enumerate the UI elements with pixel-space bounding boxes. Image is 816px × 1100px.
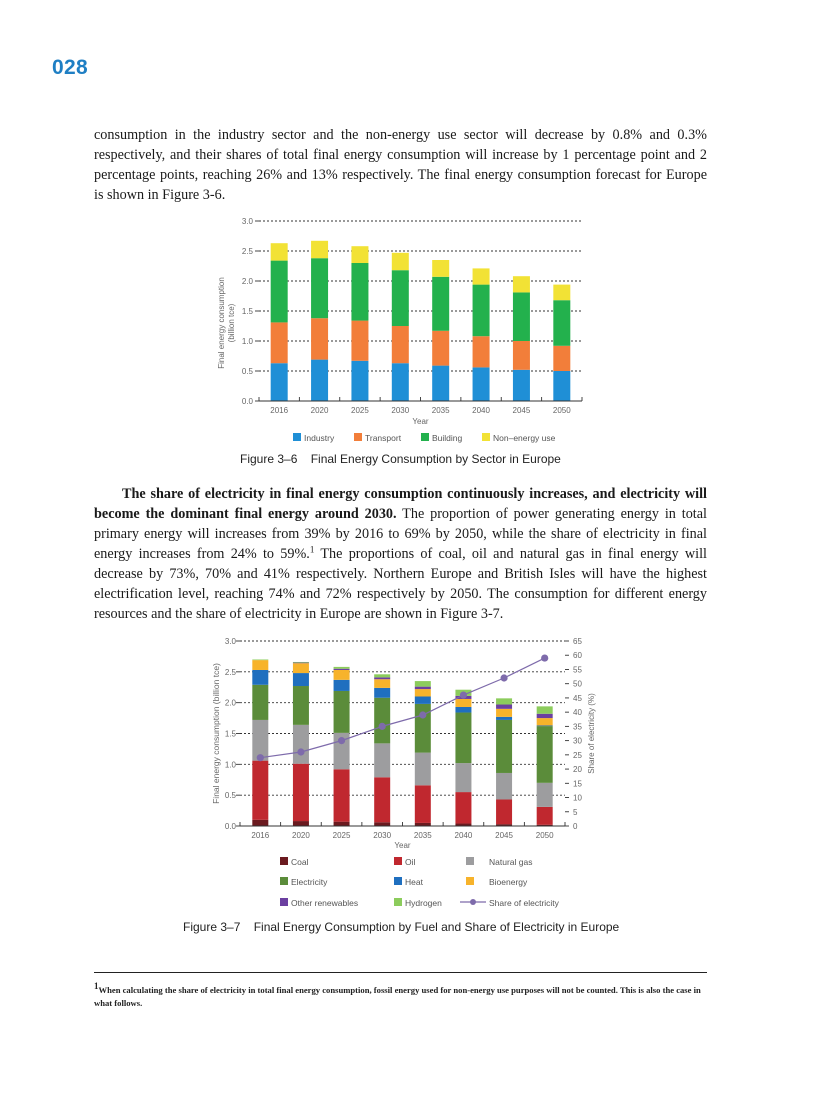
bar-bioenergy-2045 [496,709,512,717]
share-point-2020 [297,748,304,755]
bar-oil-2020 [293,764,309,821]
bar-coal-2025 [334,822,350,826]
y-axis-label: Final energy consumption (billion tce) [211,663,221,804]
footnote-reference[interactable]: 1 [309,544,315,555]
y-axis-label: Final energy consumption(billion tce) [217,277,236,369]
x-tick-label: 2025 [351,406,369,415]
legend-swatch [466,877,474,885]
bar-electricity-2020 [293,686,309,725]
legend-label: Hydrogen [405,898,442,908]
x-tick-label: 2025 [332,831,351,840]
bar-heat-2020 [293,673,309,686]
legend-swatch [466,857,474,865]
bar-hydrogen-2016 [252,660,268,661]
bar-natural-gas-2020 [293,725,309,764]
bar-electricity-2050 [537,726,553,783]
bar-bioenergy-2050 [537,718,553,725]
bar-bioenergy-2035 [415,689,431,696]
y-tick-label: 0.0 [241,397,253,406]
bar-other-renewables-2020 [293,663,309,664]
y-tick-label: 1.5 [241,307,253,316]
y-tick-label: 0.5 [241,367,253,376]
bar-hydrogen-2035 [415,681,431,687]
legend-item-bioenergy [466,877,528,887]
bar-natural-gas-2040 [455,763,471,792]
share-point-2016 [257,754,264,761]
legend-item-electricity [280,877,328,887]
legend-swatch [394,877,402,885]
bar-coal-2030 [374,822,390,826]
legend-label: Electricity [291,877,328,887]
bar-electricity-2040 [455,713,471,764]
bar-natural-gas-2050 [537,783,553,807]
paragraph-2-bold-lead: The share of electricity in final energy consumption continuously increases, and electricity will become the dominant final energy around 2030. [94,486,707,522]
share-point-2030 [379,723,386,730]
bar-other-renewables-2025 [334,669,350,670]
legend-item-coal [280,857,309,867]
legend-label: Industry [304,433,335,443]
legend-item-natural-gas [466,857,532,867]
legend-label: Bioenergy [489,877,528,887]
bar-bioenergy-2016 [252,660,268,670]
bar-heat-2040 [455,707,471,713]
y2-tick-label: 5 [573,807,578,817]
x-tick-label: 2050 [535,831,554,840]
bar-heat-2045 [496,717,512,720]
x-tick-label: 2045 [495,831,513,840]
bar-bioenergy-2030 [374,679,390,688]
y-tick-label: 2.0 [224,698,236,708]
share-point-2045 [500,674,507,681]
y-tick-label: 1.0 [224,760,236,770]
x-tick-label: 2016 [251,831,270,840]
legend-item-other-renewables [280,898,358,908]
x-axis-label: Year [412,417,429,426]
y-tick-label: 0.5 [224,791,236,801]
footnote-marker: 1 [94,981,99,992]
figure-3-7-caption: Figure 3–7 Final Energy Consumption by Fuel and Share of Electricity in Europe [183,920,620,934]
y2-tick-label: 60 [573,651,582,661]
page-number: 028 [52,56,88,79]
x-tick-label: 2045 [512,406,531,415]
bar-oil-2016 [252,761,268,820]
bar-natural-gas-2045 [496,773,512,800]
x-tick-label: 2020 [292,831,310,840]
bar-other-renewables-2050 [537,714,553,718]
x-tick-label: 2020 [310,406,329,415]
bar-bioenergy-2020 [293,663,309,673]
bar-heat-2025 [334,680,350,691]
legend-label: Transport [365,433,402,443]
y2-tick-label: 15 [573,779,582,789]
legend-swatch [394,898,402,906]
x-tick-label: 2035 [413,831,432,840]
legend-label: Building [432,433,463,443]
bar-oil-2025 [334,769,350,821]
y2-tick-label: 0 [573,822,578,831]
legend-label: Non–energy use [493,433,556,443]
y2-tick-label: 40 [573,708,582,718]
legend-item-oil [394,857,416,867]
y2-tick-label: 30 [573,736,582,746]
y2-tick-label: 45 [573,693,582,703]
y-tick-label: 0.0 [224,822,236,831]
y2-tick-label: 20 [573,765,582,775]
y-tick-label: 2.5 [224,667,236,677]
y-tick-label: 1.5 [224,729,236,739]
bar-oil-2035 [415,785,431,823]
bar-other-renewables-2030 [374,677,390,679]
footnote-text: When calculating the share of electricity in total final energy consumption, fossil energy used for non-energy use purposes will not be counted. This is also the case in what follows. [94,985,701,1008]
bar-coal-2016 [252,820,268,826]
paragraph-2-text-b: The proportions of coal, oil and natural gas in final energy will decrease by 73%, 70% and 41% respectively. Northern Europe and British Isles will have the highest electrification level, reaching 74% and 72% respectively by 2050. The consumption for different energy resources and the share of electricity in Europe are shown in Figure 3-7. [94,546,707,622]
footnote [94,981,707,1010]
legend-swatch [280,898,288,906]
legend-label: Share of electricity [489,898,559,908]
x-tick-label: 2040 [454,831,473,840]
legend-swatch [394,857,402,865]
legend-item-hydrogen [394,898,442,908]
bar-natural-gas-2035 [415,753,431,786]
x-tick-label: 2050 [552,406,571,415]
bar-bioenergy-2025 [334,670,350,680]
bar-oil-2040 [455,792,471,823]
bar-electricity-2016 [252,685,268,720]
bar-hydrogen-2025 [334,667,350,669]
bar-natural-gas-2030 [374,743,390,777]
y2-tick-label: 65 [573,637,582,646]
share-point-2025 [338,737,345,744]
legend-label: Oil [405,857,416,867]
bar-heat-2030 [374,688,390,698]
share-point-2050 [541,654,548,661]
y-tick-label: 3.0 [241,217,253,226]
y2-tick-label: 10 [573,793,582,803]
bar-bioenergy-2040 [455,699,471,707]
x-tick-label: 2040 [472,406,490,415]
bar-electricity-2045 [496,720,512,773]
bar-oil-2045 [496,799,512,824]
y-tick-label: 3.0 [224,637,236,646]
legend-label: Other renewables [291,898,359,908]
figure-3-6-caption: Figure 3–6 Final Energy Consumption by Sector in Europe [240,452,561,466]
x-tick-label: 2030 [373,831,392,840]
x-tick-label: 2035 [431,406,450,415]
bar-electricity-2030 [374,698,390,744]
share-point-2040 [460,691,467,698]
bar-electricity-2035 [415,704,431,753]
footnote-divider [94,972,707,973]
legend-label: Natural gas [489,857,533,867]
legend-swatch [280,857,288,865]
bar-hydrogen-2050 [537,706,553,713]
y2-axis-label: Share of electricity (%) [587,693,596,774]
y-tick-label: 2.0 [241,277,253,286]
x-tick-label: 2016 [270,406,289,415]
paragraph-2-text-a: The proportion of power generating energy in total primary energy will increases from 39% by 2016 to 69% by 2050, while the share of electricity in final energy increases from 24% to 59%. [94,506,707,562]
legend-swatch [280,877,288,885]
bar-other-renewables-2045 [496,705,512,709]
bar-oil-2030 [374,777,390,822]
legend-item-share-of-electricity [460,898,560,908]
bar-other-renewables-2035 [415,687,431,689]
bar-heat-2035 [415,697,431,704]
y2-tick-label: 55 [573,665,582,675]
legend-label: Coal [291,857,309,867]
y2-tick-label: 50 [573,679,582,689]
legend-marker [470,899,476,905]
y-tick-label: 2.5 [241,247,253,256]
bar-hydrogen-2030 [374,674,390,677]
legend-item-heat [394,877,424,887]
bar-coal-2020 [293,821,309,826]
y2-tick-label: 25 [573,750,582,760]
share-point-2035 [419,711,426,718]
paragraph-1: consumption in the industry sector and the non-energy use sector will decrease by 0.8% and 0.3% respectively, and their shares of total final energy consumption will increase by 1 percentage point and 2 percentage points, reaching 26% and 13% respectively. The final energy consumption forecast for Europe is shown in Figure 3-6. [94,127,707,203]
y2-tick-label: 35 [573,722,582,732]
legend-label: Heat [405,877,423,887]
y-tick-label: 1.0 [241,337,253,346]
bar-heat-2016 [252,670,268,685]
bar-heat-2050 [537,725,553,726]
bar-hydrogen-2045 [496,698,512,704]
bar-oil-2050 [537,807,553,825]
x-axis-label: Year [394,841,411,850]
x-tick-label: 2030 [391,406,410,415]
bar-hydrogen-2020 [293,662,309,663]
bar-electricity-2025 [334,691,350,733]
